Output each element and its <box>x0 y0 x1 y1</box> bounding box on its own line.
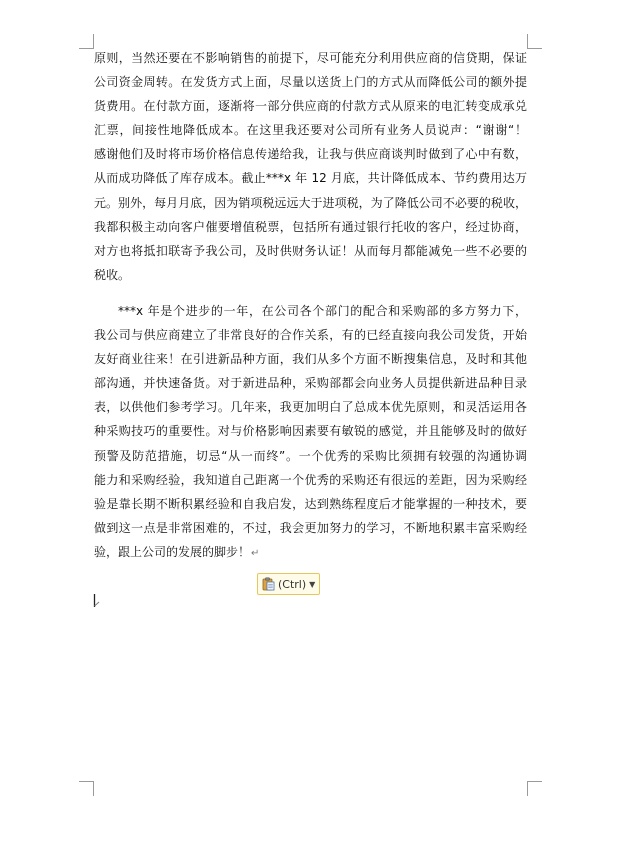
text-line: 友好商业往来！在引进新品种方面，我们从多个方面不断搜集信息，及时和其他 <box>94 352 527 367</box>
text-line: 原则，当然还要在不影响销售的前提下，尽可能充分利用供应商的信贷期，保证 <box>94 51 527 65</box>
text-line: 公司资金周转。在发货方式上面，尽量以送货上门的方式从而降低公司的额外提 <box>94 75 527 90</box>
text-line: 我公司与供应商建立了非常良好的合作关系，有的已经直接向我公司发货，开始 <box>94 328 527 343</box>
text-line: 从而成功降低了库存成本。截止***x 年 12 月底，共计降低成本、节约费用达万 <box>94 171 527 186</box>
paste-options-button[interactable] <box>257 573 320 595</box>
text-line: 汇票，间接性地降低成本。在这里我还要对公司所有业务人员说声：“谢谢“！ <box>94 123 527 138</box>
paragraph-return-icon: ↵ <box>251 547 260 559</box>
text-cursor-icon <box>93 593 101 608</box>
paragraph-2[interactable] <box>94 299 527 566</box>
text-line: 感谢他们及时将市场价格信息传递给我，让我与供应商谈判时做到了心中有数， <box>94 147 527 162</box>
document-body[interactable] <box>94 46 527 566</box>
text-line: 部沟通，并快速备货。对于新进品种，采购部都会向业务人员提供新进品种目录 <box>94 376 527 391</box>
paragraph-1[interactable] <box>94 46 527 287</box>
text-line: 种采购技巧的重要性。对与价格影响因素要有敏锐的感觉，并且能够及时的做好 <box>94 424 527 439</box>
text-line: 元。别外，每月月底，因为销项税远远大于进项税，为了降低公司不必要的税收， <box>94 195 527 210</box>
page-corner-mark-top-right <box>527 34 542 49</box>
text-line: 能力和采购经验，我知道自己距离一个优秀的采购还有很远的差距，因为采购经 <box>94 472 527 487</box>
text-line: 我都积极主动向客户催要增值税票，包括所有通过银行托收的客户，经过协商， <box>94 219 527 234</box>
page-corner-mark-bottom-left <box>79 781 94 796</box>
text-line: 预警及防范措施，切忌“从一而终”。一个优秀的采购比须拥有较强的沟通协调 <box>94 448 527 463</box>
text-line: 表，以供他们参考学习。几年来，我更加明白了总成本优先原则，和灵活运用各 <box>94 400 527 415</box>
paste-options-label: (Ctrl) <box>278 577 307 591</box>
text-line-final-text: 验，跟上公司的发展的脚步！ <box>94 544 251 559</box>
text-line: 货费用。在付款方面，逐渐将一部分供应商的付款方式从原来的电汇转变成承兑 <box>94 99 527 114</box>
chevron-down-icon: ▼ <box>309 579 316 589</box>
clipboard-paste-icon <box>262 577 275 591</box>
text-line: 验是靠长期不断积累经验和自我启发，达到熟练程度后才能掌握的一种技术，要 <box>94 496 527 511</box>
page-corner-mark-bottom-right <box>527 781 542 796</box>
text-line-final <box>94 540 527 566</box>
text-line: 对方也将抵扣联寄予我公司，及时供财务认证！从而每月都能减免一些不必要的 <box>94 243 527 258</box>
text-line: ***x 年是个进步的一年，在公司各个部门的配合和采购部的多方努力下， <box>118 303 527 318</box>
text-line: 税收。 <box>94 267 131 282</box>
text-line: 做到这一点是非常困难的，不过，我会更加努力的学习，不断地积累丰富采购经 <box>94 520 527 535</box>
page-corner-mark-top-left <box>79 34 94 49</box>
